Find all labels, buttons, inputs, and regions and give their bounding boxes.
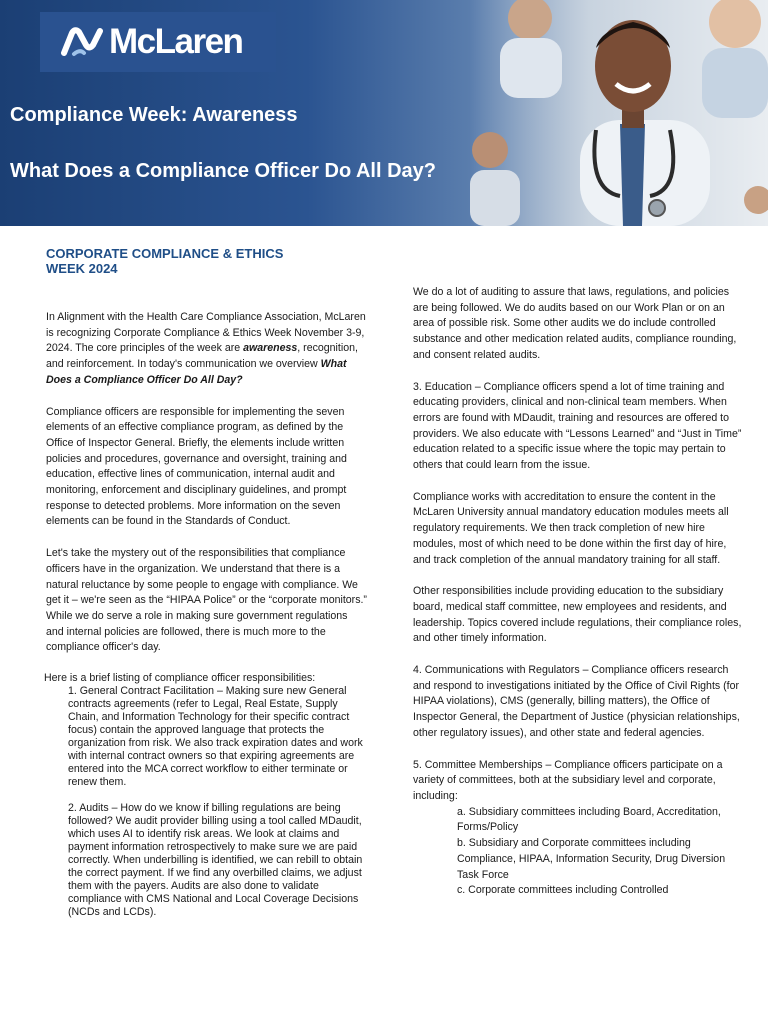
banner-title: Compliance Week: Awareness <box>10 104 298 126</box>
left-column <box>46 246 368 932</box>
auditing-paragraph: We do a lot of auditing to assure that laws, regulations, and policies are being followed. We do audits based on our Work Plan or on an area of possible risk. Some other audits we do include controlled substance and other medication related audits, compliance rounding, and consent related audits. <box>413 286 737 361</box>
list-item-corporate: c. Corporate committees including Controlled <box>457 884 669 897</box>
accreditation-paragraph: Compliance works with accreditation to ensure the content in the McLaren University annual mandatory education modules meets all regulatory requirements. We then track completion of new hire modules, most of which need to be done within the first day of hire, and track completion of the annual mandatory training for all staff. <box>413 490 729 566</box>
list-item-subsidiary: a. Subsidiary committees including Board, Accreditation, Forms/Policy <box>457 805 721 834</box>
banner-subtitle: What Does a Compliance Officer Do All Day? <box>10 160 437 182</box>
section-heading: CORPORATE COMPLIANCE & ETHICS WEEK 2024 <box>46 246 284 276</box>
intro-title-emphasis: What Does a Compliance Officer Do All Day? <box>46 358 347 386</box>
seven-elements-paragraph: Compliance officers are responsible for implementing the seven elements of an effective compliance program, as defined by the Office of Inspector General. Briefly, the elements include written policies and procedures, governance and oversight, training and education, effective lines of communication, internal audit and monitoring, enforcement and disciplinary guidelines, and prompt response to detected problems. More information on the seven elements can be found in the Standards of Conduct. <box>46 405 347 528</box>
list-item-subsidiary-corporate: b. Subsidiary and Corporate committees including Compliance, HIPAA, Information Security, Drug Diversion Task Force <box>457 837 726 881</box>
mclaren-logo <box>40 12 276 72</box>
other-responsibilities-paragraph: Other responsibilities include providing education to the subsidiary board, medical staff committee, new employees and residents, and leadership. Topics covered include regulations, their compliance roles, and other timely information. <box>413 585 742 645</box>
header-banner <box>0 0 768 226</box>
list-item-contracts: 1. General Contract Facilitation – Making sure new General contracts agreements (refer to Legal, Real Estate, Supply Chain, and Information Technology for their specific contract focus) contain the approved language that protects the organization from risk. We also track expiration dates and work with internal contract owners so that expiring agreements are entered into the MCA correct workflow to either terminate or renew them. <box>68 685 363 789</box>
doctor-photo <box>470 0 768 226</box>
mystery-paragraph: Let's take the mystery out of the responsibilities that compliance officers have in the organization. We understand that there is a natural reluctance by some people to engage with compliance. We get it – we're seen as the “HIPAA Police” or the “corporate monitors.” While we do serve a role in making sure government regulations and internal policies are followed, there is much more to the compliance officer's day. <box>46 547 367 654</box>
right-column <box>413 285 743 899</box>
education-paragraph: 3. Education – Compliance officers spend a lot of time training and educating providers, clinical and non-clinical team members. When errors are found with MDaudit, training and resources are offered to providers. We also educate with “Lessons Learned” and “Just in Time” education related to a specific issue where the topic may pertain to others that could learn from the issue. <box>413 380 742 472</box>
regulators-paragraph: 4. Communications with Regulators – Compliance officers research and respond to investigations initiated by the Office of Civil Rights (for HIPAA violations), CMS (generally, billing matters), the Office of Inspector General, the Department of Justice (physician relationships, other regulatory issues), and other state and federal agencies. <box>413 664 740 739</box>
intro-paragraph <box>46 310 368 389</box>
intro-emphasis: awareness <box>243 342 298 355</box>
responsibilities-intro: Here is a brief listing of compliance officer responsibilities: <box>44 672 316 685</box>
intro-text-2: , recognition, and reinforcement. In today's communication we overview <box>46 342 358 371</box>
list-item-audits: 2. Audits – How do we know if billing regulations are being followed? We audit provider billing using a tool called MDaudit, which uses AI to identify risk areas. We look at claims and payment information retrospectively to make sure we are paid correctly. When underbilling is identified, we can rebill to obtain the correct payment. If we find any overbilled claims, we adjust them with the payers. Audits are also done to validate compliance with CMS National and Local Coverage Decisions (NCDs and LCDs). <box>68 802 363 919</box>
committees-sublist <box>457 805 743 899</box>
logo-text: McLaren <box>109 22 243 61</box>
intro-text-1: In Alignment with the Health Care Compliance Association, McLaren is recognizing Corporate Compliance & Ethics Week November 3-9, 2024. The core principles of the week are <box>46 311 366 355</box>
responsibilities-list <box>68 685 368 919</box>
committees-paragraph: 5. Committee Memberships – Compliance officers participate on a variety of committees, both at the subsidiary level and corporate, including: <box>413 758 723 802</box>
mclaren-logo-icon <box>60 27 106 57</box>
